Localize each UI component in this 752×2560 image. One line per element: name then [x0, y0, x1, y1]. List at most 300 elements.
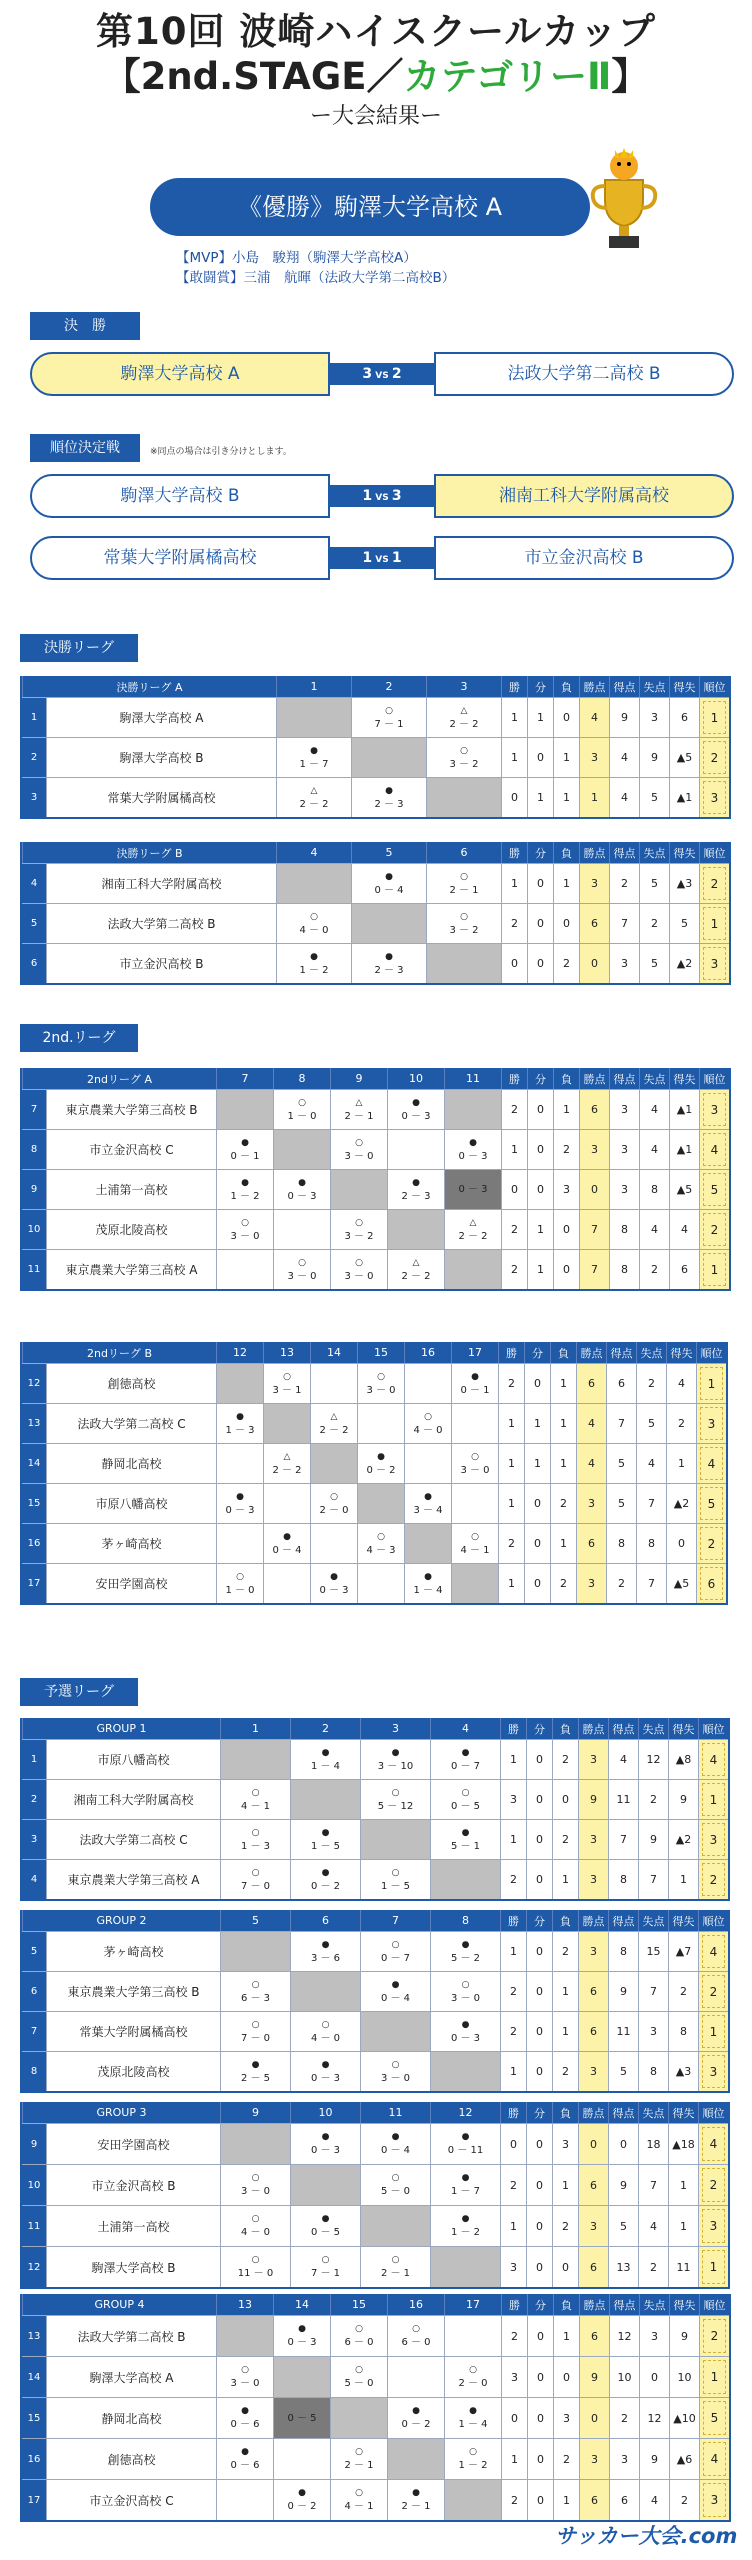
result-symbol: ○	[310, 911, 318, 922]
result-symbol: ○	[298, 1097, 306, 1108]
match-score	[328, 547, 436, 569]
team-name: 安田学園高校	[46, 1564, 216, 1603]
result-score: 3 － 6	[310, 1952, 341, 1964]
draws: 0	[527, 1170, 553, 1209]
stat-header: 失点	[639, 1068, 669, 1089]
league-header	[22, 1910, 728, 1931]
result-score: 7 － 1	[310, 2268, 341, 2279]
draws: 0	[527, 1130, 553, 1169]
rank-value: 1	[700, 1367, 723, 1400]
column-number: 3	[426, 676, 501, 697]
losses: 1	[553, 1090, 579, 1129]
team-name: 安田学園高校	[46, 2124, 220, 2164]
draws: 1	[527, 778, 553, 817]
result-score: 4 － 1	[460, 1544, 490, 1556]
match-result	[216, 1170, 273, 1209]
result-symbol: ○	[251, 2019, 260, 2030]
site-logo: サッカー大会.com	[555, 2524, 738, 2548]
losses: 1	[553, 2480, 579, 2520]
goals-for: 13	[608, 2247, 638, 2287]
team-name: 湘南工科大学附属高校	[46, 864, 276, 903]
result-score: 0 － 1	[230, 1150, 260, 1162]
goals-for: 9	[608, 2165, 638, 2205]
result-symbol: ●	[321, 1939, 330, 1950]
match-result	[360, 1820, 430, 1859]
stat-header: 得失	[669, 842, 699, 863]
match-result	[387, 2316, 444, 2356]
league-name: GROUP 1	[22, 1718, 220, 1739]
result-score: 1 － 0	[225, 1584, 255, 1596]
result-symbol: ○	[355, 1217, 363, 1228]
points: 6	[579, 1090, 609, 1129]
rank	[696, 1564, 726, 1603]
goals-against: 3	[639, 698, 669, 737]
result-symbol: △	[283, 1451, 291, 1462]
draws: 0	[526, 2012, 552, 2051]
column-number: 14	[310, 1342, 357, 1363]
result-score: 3 － 0	[287, 1270, 317, 1282]
result-score: 2 － 2	[401, 1270, 431, 1282]
match-result	[276, 944, 351, 983]
goal-diff: 10	[669, 2357, 699, 2397]
league-table	[20, 2102, 730, 2289]
result-score: 0 － 4	[374, 884, 404, 896]
match-result	[387, 1090, 444, 1129]
league-table	[20, 842, 731, 985]
team-name: 静岡北高校	[46, 1444, 216, 1483]
stat-header: 勝点	[579, 676, 609, 697]
result-score: 0 － 5	[287, 2412, 317, 2424]
match-result	[310, 1484, 357, 1523]
result-score: 3 － 0	[380, 2072, 411, 2084]
vs-label: VS	[372, 493, 392, 503]
match-result	[426, 904, 501, 943]
team-name: 駒澤大学高校 B	[46, 738, 276, 777]
rank	[699, 2357, 729, 2397]
team-row	[22, 2356, 729, 2397]
league-name: 2ndリーグ A	[22, 1068, 216, 1089]
wins: 2	[501, 2316, 527, 2356]
result-symbol: ●	[461, 2173, 470, 2183]
wins: 1	[498, 1484, 524, 1523]
match-result	[430, 1860, 500, 1899]
goals-against: 4	[639, 1130, 669, 1169]
result-symbol: ●	[310, 745, 318, 756]
team-row	[22, 1403, 726, 1443]
rank-value: 5	[703, 2401, 726, 2435]
result-score: 0 － 3	[310, 2145, 341, 2156]
match-result	[444, 2357, 501, 2397]
result-score: 2 － 2	[458, 1230, 488, 1242]
result-score: 3 － 0	[450, 1992, 481, 2004]
result-symbol: ●	[310, 951, 318, 962]
match-result	[220, 2206, 290, 2246]
wins: 1	[500, 2052, 526, 2091]
stat-header: 負	[553, 676, 579, 697]
draws: 0	[526, 2247, 552, 2287]
goals-against: 3	[638, 2012, 668, 2051]
stat-header: 得失	[668, 1910, 698, 1931]
team-name: 市原八幡高校	[46, 1740, 220, 1779]
result-symbol: ●	[385, 785, 393, 796]
match-result	[216, 1090, 273, 1129]
points: 3	[579, 738, 609, 777]
team-number: 2	[22, 738, 46, 777]
rank	[698, 2052, 728, 2091]
match-result	[273, 1090, 330, 1129]
stat-header: 勝	[501, 842, 527, 863]
column-number: 6	[290, 1910, 360, 1931]
points: 6	[579, 2316, 609, 2356]
stat-header: 失点	[638, 2102, 668, 2123]
draws: 0	[527, 944, 553, 983]
result-symbol: ●	[241, 1177, 249, 1188]
goals-against: 12	[639, 2398, 669, 2438]
goals-for: 7	[608, 1820, 638, 1859]
team-name: 駒澤大学高校 A	[46, 2357, 216, 2397]
draws: 1	[527, 1250, 553, 1289]
result-symbol: ●	[412, 2488, 420, 2498]
points: 6	[579, 2480, 609, 2520]
goals-for: 7	[609, 904, 639, 943]
vs-label: VS	[372, 555, 392, 565]
match-result	[387, 1130, 444, 1169]
match-result	[290, 2206, 360, 2246]
match-result	[430, 1932, 500, 1971]
match-result	[444, 1250, 501, 1289]
match-result	[263, 1444, 310, 1483]
match-result	[290, 1820, 360, 1859]
stat-header: 得点	[609, 2294, 639, 2315]
goals-for: 4	[609, 738, 639, 777]
match-result	[360, 2052, 430, 2091]
draws: 0	[526, 2124, 552, 2164]
goals-for: 8	[606, 1524, 636, 1563]
match-result	[273, 2480, 330, 2520]
goal-diff: ▲3	[668, 2052, 698, 2091]
league-table	[20, 676, 731, 819]
column-number: 12	[216, 1342, 263, 1363]
result-symbol: ○	[461, 1787, 470, 1798]
result-score: 1 － 5	[380, 1880, 411, 1892]
wins: 1	[500, 1932, 526, 1971]
match-row	[30, 536, 734, 580]
goals-against: 7	[638, 1860, 668, 1899]
wins: 3	[500, 2247, 526, 2287]
team-row	[22, 2438, 729, 2479]
team-row	[22, 697, 729, 737]
stat-header: 順位	[698, 1718, 728, 1739]
result-symbol: ○	[236, 1571, 244, 1582]
result-symbol: ○	[424, 1411, 432, 1422]
champion-banner: 《優勝》駒澤大学高校 A	[150, 178, 590, 236]
result-symbol: ○	[355, 2324, 363, 2334]
stat-header: 勝点	[578, 1718, 608, 1739]
points: 0	[579, 1170, 609, 1209]
draws: 0	[527, 1090, 553, 1129]
draws: 0	[527, 2480, 553, 2520]
stat-header: 得点	[609, 842, 639, 863]
column-number: 4	[430, 1718, 500, 1739]
league-table	[20, 1342, 728, 1605]
match-result	[216, 1210, 273, 1249]
column-number: 1	[276, 676, 351, 697]
score-home: 1	[362, 550, 373, 566]
match-result	[276, 864, 351, 903]
result-score: 0 － 7	[380, 1952, 411, 1964]
team-number: 13	[22, 1404, 46, 1443]
rank-value: 1	[702, 2015, 725, 2048]
rank	[696, 1364, 726, 1403]
points: 4	[576, 1404, 606, 1443]
result-score: 7 － 0	[240, 1880, 271, 1892]
losses: 0	[553, 2357, 579, 2397]
result-score: 2 － 3	[374, 964, 404, 976]
team-name: 法政大学第二高校 C	[46, 1404, 216, 1443]
team-row	[22, 2123, 728, 2164]
stat-header: 勝点	[579, 2294, 609, 2315]
result-score: 4 － 0	[299, 924, 329, 936]
result-score: 0 － 3	[458, 1184, 488, 1195]
match-result	[444, 1170, 501, 1209]
stat-header: 得失	[668, 2102, 698, 2123]
result-score: 3 － 2	[344, 1230, 374, 1242]
rank	[698, 1972, 728, 2011]
goal-diff: 2	[669, 2480, 699, 2520]
stat-header: 分	[527, 1068, 553, 1089]
team-number: 7	[22, 1090, 46, 1129]
column-number: 11	[444, 1068, 501, 1089]
losses: 0	[552, 1780, 578, 1819]
column-number: 17	[444, 2294, 501, 2315]
match-result	[263, 1404, 310, 1443]
wins: 1	[500, 2206, 526, 2246]
goals-against: 7	[638, 2165, 668, 2205]
match-result	[387, 1170, 444, 1209]
wins: 2	[501, 1250, 527, 1289]
team-number: 12	[22, 2247, 46, 2287]
losses: 2	[552, 2052, 578, 2091]
team-name: 法政大学第二高校 C	[46, 1820, 220, 1859]
draws: 0	[527, 2398, 553, 2438]
goal-diff: 4	[669, 1210, 699, 1249]
points: 3	[578, 1820, 608, 1859]
league-table	[20, 1068, 731, 1291]
stat-header: 失点	[639, 842, 669, 863]
goals-for: 3	[609, 1170, 639, 1209]
result-score: 1 － 7	[299, 758, 329, 770]
home-team: 駒澤大学高校 B	[30, 474, 330, 518]
goal-diff: 1	[668, 1860, 698, 1899]
match-result	[430, 1820, 500, 1859]
result-score: 5 － 12	[377, 1800, 414, 1812]
match-result	[351, 738, 426, 777]
result-score: 0 － 7	[450, 1760, 481, 1772]
match-result	[444, 2398, 501, 2438]
team-row	[22, 2397, 729, 2438]
league-table	[20, 2294, 731, 2522]
losses: 2	[553, 2439, 579, 2479]
result-symbol: △	[310, 785, 318, 796]
match-result	[220, 1740, 290, 1779]
goal-diff: ▲8	[668, 1740, 698, 1779]
points: 6	[578, 2165, 608, 2205]
rank-value: 1	[703, 1253, 726, 1286]
match-result	[357, 1364, 404, 1403]
column-number: 15	[330, 2294, 387, 2315]
result-symbol: ○	[251, 2173, 260, 2183]
losses: 3	[552, 2124, 578, 2164]
stat-header: 負	[552, 2102, 578, 2123]
wins: 0	[501, 944, 527, 983]
rank-value: 2	[703, 2319, 726, 2353]
goals-for: 0	[608, 2124, 638, 2164]
points: 3	[579, 2439, 609, 2479]
stat-header: 失点	[636, 1342, 666, 1363]
team-name: 駒澤大学高校 A	[46, 698, 276, 737]
stat-header: 得失	[669, 2294, 699, 2315]
draws: 0	[526, 1780, 552, 1819]
goals-for: 2	[609, 2398, 639, 2438]
losses: 2	[553, 1130, 579, 1169]
team-name: 創徳高校	[46, 1364, 216, 1403]
stat-header: 勝点	[578, 1910, 608, 1931]
team-number: 8	[22, 1130, 46, 1169]
match-result	[451, 1444, 498, 1483]
draws: 0	[526, 1860, 552, 1899]
result-score: 0 － 4	[272, 1544, 302, 1556]
wins: 1	[498, 1564, 524, 1603]
result-score: 0 － 3	[287, 2337, 317, 2348]
match-result	[330, 2316, 387, 2356]
match-result	[330, 2398, 387, 2438]
losses: 1	[552, 2012, 578, 2051]
stat-header: 得点	[608, 1718, 638, 1739]
result-symbol: ●	[461, 2132, 470, 2142]
goals-for: 8	[609, 1250, 639, 1289]
stat-header: 負	[552, 1910, 578, 1931]
goal-diff: 9	[669, 2316, 699, 2356]
match-result	[273, 1210, 330, 1249]
goal-diff: ▲1	[669, 778, 699, 817]
team-row	[22, 1209, 729, 1249]
goals-against: 7	[638, 1972, 668, 2011]
match-result	[444, 2480, 501, 2520]
result-symbol: ●	[461, 2214, 470, 2224]
goal-diff: 9	[668, 1780, 698, 1819]
goals-against: 7	[636, 1484, 666, 1523]
goal-diff: ▲1	[669, 1090, 699, 1129]
goals-for: 11	[608, 1780, 638, 1819]
stat-header: 負	[550, 1342, 576, 1363]
draws: 0	[526, 1932, 552, 1971]
losses: 1	[552, 1860, 578, 1899]
awards	[176, 248, 455, 288]
result-score: 6 － 3	[240, 1992, 271, 2004]
goals-against: 2	[639, 904, 669, 943]
rank-value: 2	[702, 2168, 725, 2202]
team-row	[22, 2011, 728, 2051]
losses: 0	[553, 1250, 579, 1289]
home-team: 常葉大学附属橘高校	[30, 536, 330, 580]
match-result	[360, 1780, 430, 1819]
rank	[699, 904, 729, 943]
goals-for: 5	[606, 1484, 636, 1523]
result-score: 3 － 10	[377, 1760, 414, 1772]
match-result	[290, 1972, 360, 2011]
result-symbol: ●	[385, 951, 393, 962]
rank	[699, 2480, 729, 2520]
result-symbol: ●	[424, 1491, 432, 1502]
match-result	[444, 1090, 501, 1129]
team-row	[22, 1563, 726, 1603]
result-symbol: ○	[355, 1137, 363, 1148]
draws: 0	[527, 904, 553, 943]
result-score: 2 － 1	[344, 2460, 374, 2471]
result-score: 5 － 0	[344, 2378, 374, 2389]
result-score: 1 － 7	[450, 2186, 481, 2197]
losses: 0	[553, 904, 579, 943]
draws: 0	[524, 1484, 550, 1523]
result-score: 2 － 0	[458, 2378, 488, 2389]
result-score: 2 － 5	[240, 2072, 271, 2084]
wins: 0	[501, 1170, 527, 1209]
match-result	[357, 1484, 404, 1523]
result-symbol: ○	[471, 1531, 479, 1542]
goals-for: 11	[608, 2012, 638, 2051]
goals-against: 12	[638, 1740, 668, 1779]
draws: 0	[526, 1820, 552, 1859]
match-result	[351, 698, 426, 737]
match-result	[430, 1780, 500, 1819]
wins: 3	[500, 1780, 526, 1819]
column-number: 7	[216, 1068, 273, 1089]
team-number: 15	[22, 1484, 46, 1523]
points: 6	[579, 904, 609, 943]
goal-diff: ▲2	[669, 944, 699, 983]
wins: 0	[501, 2398, 527, 2438]
score-away: 3	[391, 488, 402, 504]
match-result	[357, 1404, 404, 1443]
match-result	[330, 1250, 387, 1289]
match-result	[330, 1170, 387, 1209]
team-number: 11	[22, 1250, 46, 1289]
stat-header: 勝点	[579, 842, 609, 863]
team-number: 12	[22, 1364, 46, 1403]
team-row	[22, 1971, 728, 2011]
result-symbol: ●	[469, 2406, 477, 2416]
result-score: 0 － 1	[460, 1384, 490, 1396]
draws: 0	[526, 2052, 552, 2091]
result-score: 11 － 0	[237, 2268, 274, 2279]
points: 4	[576, 1444, 606, 1483]
result-symbol: ●	[391, 1747, 400, 1758]
match-result	[330, 2439, 387, 2479]
stat-header: 順位	[699, 2294, 729, 2315]
stat-header: 勝	[501, 676, 527, 697]
stat-header: 順位	[698, 2102, 728, 2123]
team-row	[22, 1089, 729, 1129]
result-score: 0 － 6	[230, 2460, 260, 2471]
result-symbol: ●	[412, 2406, 420, 2416]
draws: 0	[526, 1972, 552, 2011]
team-row	[22, 1739, 728, 1779]
result-symbol: ●	[321, 1747, 330, 1758]
goal-diff: 4	[666, 1364, 696, 1403]
match-result	[360, 2247, 430, 2287]
losses: 1	[550, 1524, 576, 1563]
team-number: 4	[22, 1860, 46, 1899]
